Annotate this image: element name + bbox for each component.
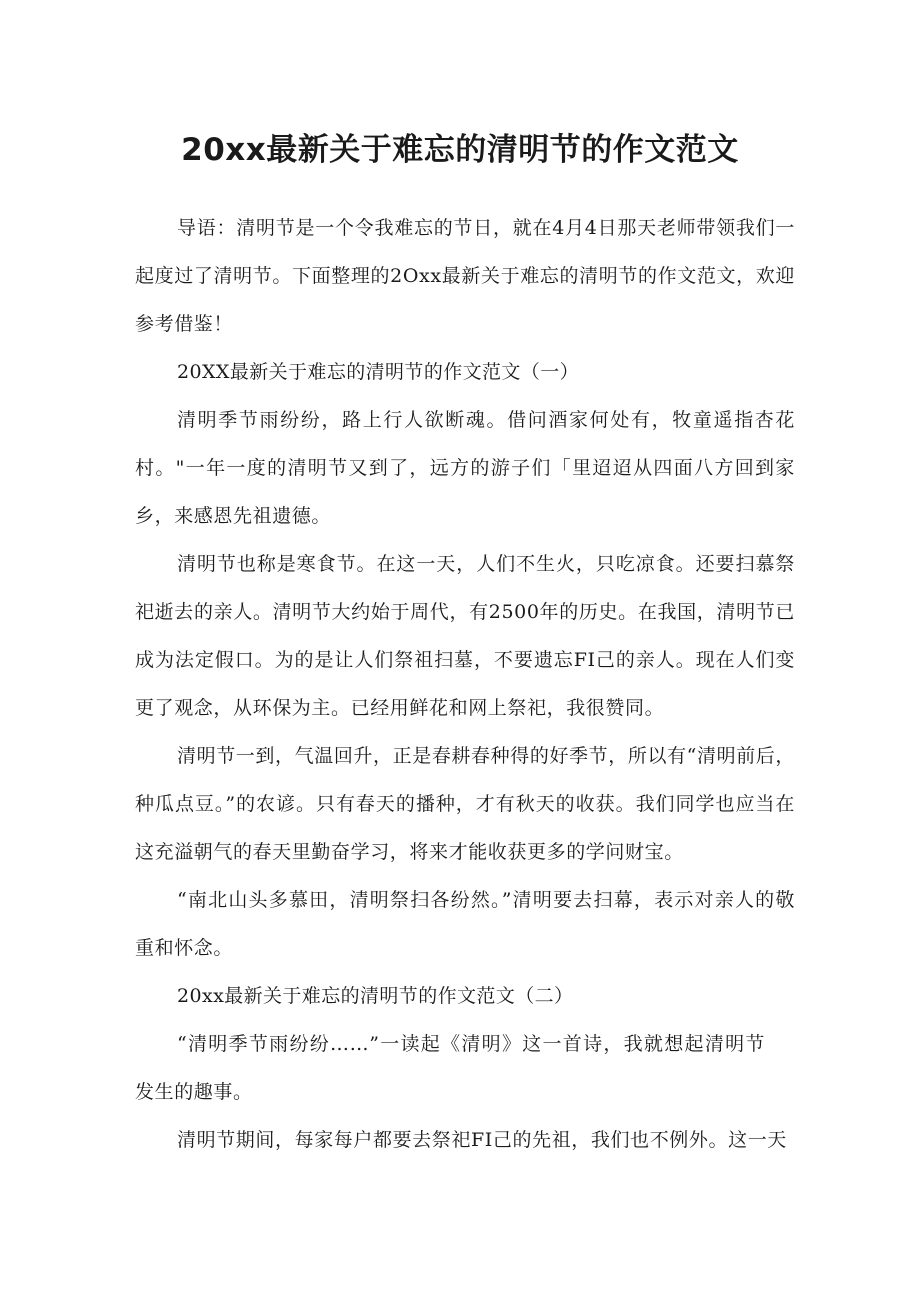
intro-paragraph: 导语：清明节是一个令我难忘的节日，就在4月4日那天老师带领我们一起度过了清明节。下面整理的2Oxx最新关于难忘的清明节的作文范文，欢迎参考借鉴！: [135, 217, 795, 335]
body-paragraph: “南北山头多慕田，清明祭扫各纷然。”清明要去扫幕，表示对亲人的敬重和怀念。: [135, 889, 795, 959]
document-title: 20xx最新关于难忘的清明节的作文范文: [181, 132, 739, 168]
body-paragraph: “清明季节雨纷纷……”一读起《清明》这一首诗，我就想起清明节发生的趣事。: [135, 1033, 765, 1103]
body-paragraph: 清明节一到，气温回升，正是春耕春种得的好季节，所以有“清明前后，种瓜点豆。”的农谚。只有春天的播种，才有秋天的收获。我们同学也应当在这充溢朝气的春天里勤奋学习，将来才能收获更多的学问财宝。: [135, 745, 795, 863]
document-body: [135, 204, 795, 1164]
body-paragraph: 清明节也称是寒食节。在这一天，人们不生火，只吃凉食。还要扫慕祭祀逝去的亲人。清明节大约始于周代，有2500年的历史。在我国，清明节已成为法定假口。为的是让人们祭祖扫墓，不要遗忘FI己的亲人。现在人们变更了观念，从环保为主。已经用鲜花和网上祭祀，我很赞同。: [135, 553, 795, 719]
body-paragraph: 清明季节雨纷纷，路上行人欲断魂。借问酒家何处有，牧童遥指杏花村。"一年一度的清明节又到了，远方的游子们「里迢迢从四面八方回到家乡，来感恩先祖遗德。: [135, 409, 795, 527]
section-heading-1: 20XX最新关于难忘的清明节的作文范文（一）: [177, 361, 580, 383]
body-paragraph: 清明节期间，每家每户都要去祭祀FI己的先祖，我们也不例外。这一天: [177, 1129, 787, 1151]
section-heading-2: 20xx最新关于难忘的清明节的作文范文（二）: [177, 985, 574, 1007]
